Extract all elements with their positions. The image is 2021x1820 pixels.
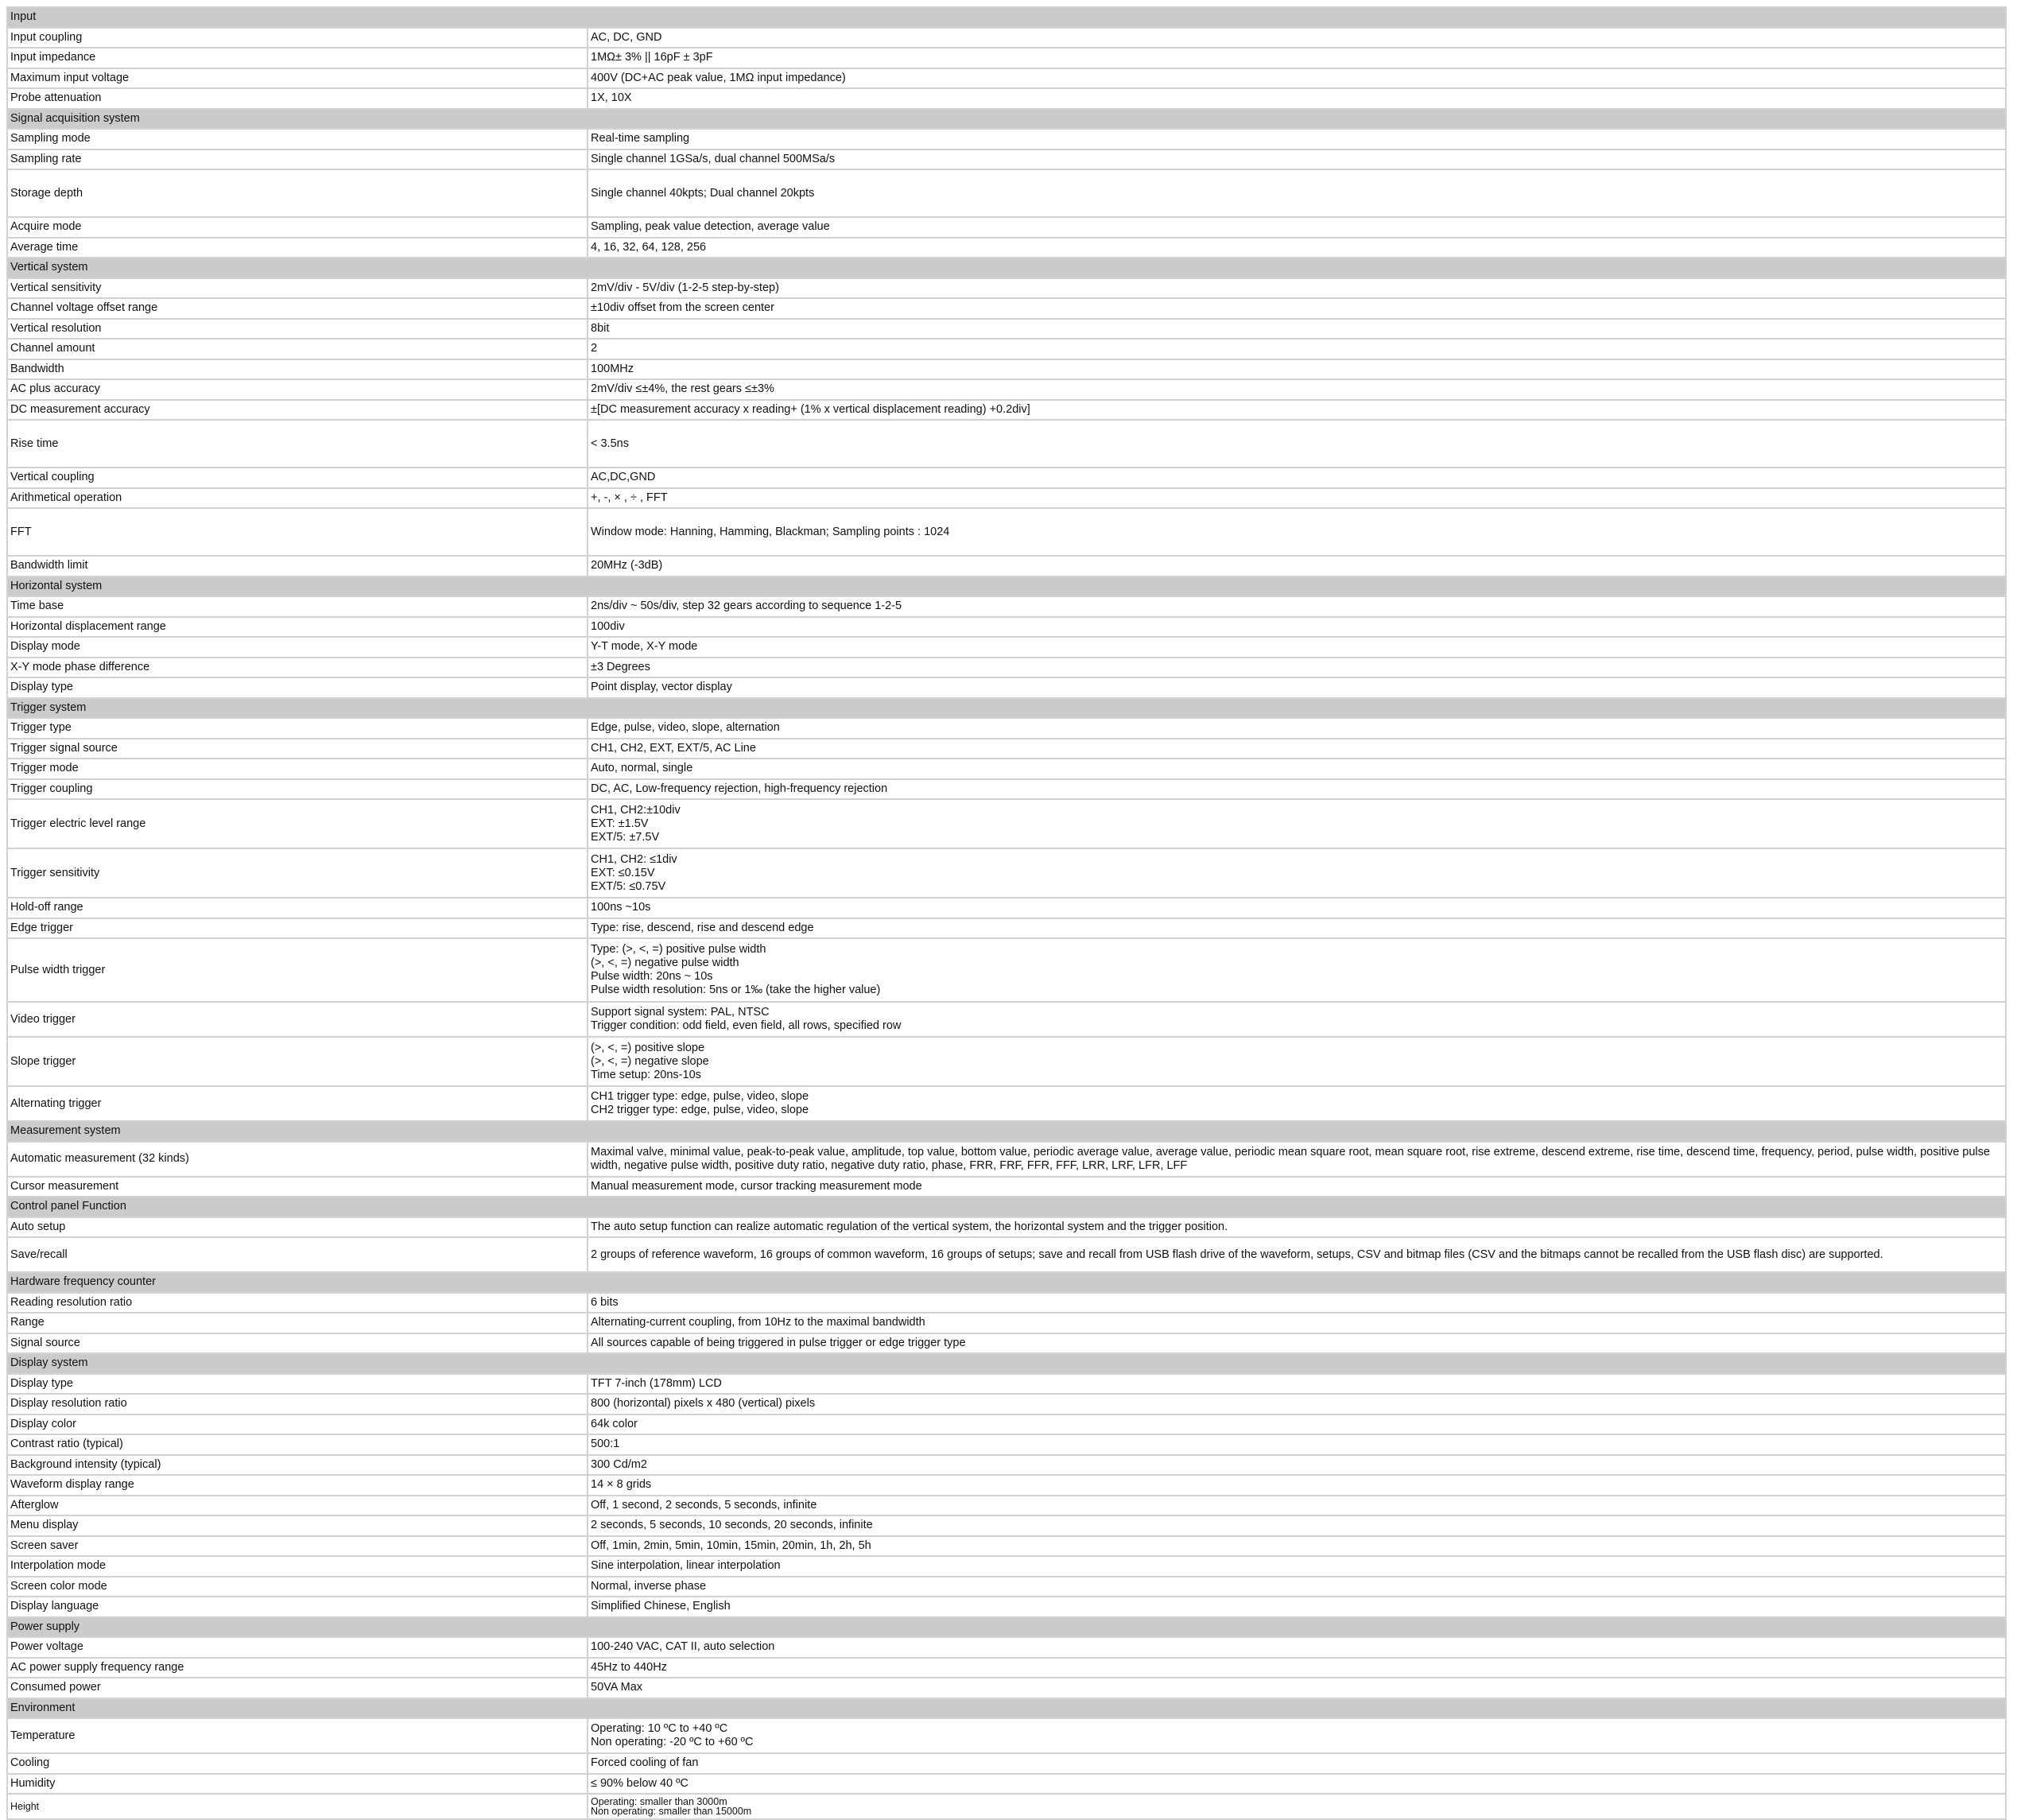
spec-value: 100MHz <box>588 359 2006 380</box>
spec-value: 100-240 VAC, CAT II, auto selection <box>588 1637 2006 1658</box>
specifications-table <box>6 6 2007 1820</box>
spec-value: +, -, × , ÷ , FFT <box>588 488 2006 509</box>
spec-label: Interpolation mode <box>7 1556 588 1577</box>
spec-value: 100ns ~10s <box>588 898 2006 918</box>
section-header-row <box>7 1121 2006 1142</box>
section-title: Vertical system <box>7 258 2006 278</box>
section-header-row <box>7 1698 2006 1719</box>
spec-value: 50VA Max <box>588 1678 2006 1698</box>
spec-value: Point display, vector display <box>588 677 2006 698</box>
spec-label: Storage depth <box>7 169 588 217</box>
spec-label: Sampling rate <box>7 149 588 170</box>
spec-value: All sources capable of being triggered in pulse trigger or edge trigger type <box>588 1333 2006 1354</box>
spec-value: 2 seconds, 5 seconds, 10 seconds, 20 seconds, infinite <box>588 1515 2006 1536</box>
section-header-row <box>7 258 2006 278</box>
spec-label: Power voltage <box>7 1637 588 1658</box>
table-row <box>7 420 2006 468</box>
table-row <box>7 68 2006 89</box>
spec-label: Range <box>7 1313 588 1333</box>
table-row <box>7 1434 2006 1455</box>
spec-label: Display type <box>7 677 588 698</box>
spec-value: Simplified Chinese, English <box>588 1597 2006 1617</box>
spec-value: 14 × 8 grids <box>588 1475 2006 1496</box>
spec-value: Single channel 1GSa/s, dual channel 500MSa/s <box>588 149 2006 170</box>
table-row <box>7 556 2006 576</box>
spec-label: Background intensity (typical) <box>7 1455 588 1476</box>
spec-label: Trigger electric level range <box>7 799 588 848</box>
spec-label: Save/recall <box>7 1237 588 1272</box>
table-row <box>7 359 2006 380</box>
table-row <box>7 1414 2006 1435</box>
spec-value: CH1 trigger type: edge, pulse, video, slope CH2 trigger type: edge, pulse, video, slope <box>588 1086 2006 1121</box>
spec-label: AC plus accuracy <box>7 379 588 400</box>
spec-label: Automatic measurement (32 kinds) <box>7 1142 588 1177</box>
spec-value: 8bit <box>588 319 2006 340</box>
spec-value: 1MΩ± 3% || 16pF ± 3pF <box>588 48 2006 68</box>
spec-value: Real-time sampling <box>588 129 2006 149</box>
table-row <box>7 718 2006 739</box>
table-row <box>7 1536 2006 1557</box>
section-title: Environment <box>7 1698 2006 1719</box>
table-row <box>7 596 2006 617</box>
spec-label: Hold-off range <box>7 898 588 918</box>
spec-value: Alternating-current coupling, from 10Hz to the maximal bandwidth <box>588 1313 2006 1333</box>
spec-value: ±3 Degrees <box>588 658 2006 678</box>
spec-label: Edge trigger <box>7 918 588 939</box>
spec-label: DC measurement accuracy <box>7 400 588 421</box>
spec-label: Average time <box>7 238 588 258</box>
section-title: Horizontal system <box>7 576 2006 597</box>
spec-label: Maximum input voltage <box>7 68 588 89</box>
spec-label: Trigger mode <box>7 759 588 779</box>
table-row <box>7 468 2006 488</box>
spec-label: Rise time <box>7 420 588 468</box>
spec-value: < 3.5ns <box>588 420 2006 468</box>
spec-label: Acquire mode <box>7 217 588 238</box>
spec-label: Screen color mode <box>7 1577 588 1597</box>
spec-value: Type: rise, descend, rise and descend edge <box>588 918 2006 939</box>
table-row <box>7 677 2006 698</box>
spec-value: CH1, CH2: ≤1div EXT: ≤0.15V EXT/5: ≤0.75V <box>588 848 2006 898</box>
spec-label: Consumed power <box>7 1678 588 1698</box>
spec-label: Reading resolution ratio <box>7 1293 588 1314</box>
table-row <box>7 1037 2006 1086</box>
spec-value: 4, 16, 32, 64, 128, 256 <box>588 238 2006 258</box>
spec-value: Operating: 10 ºC to +40 ºC Non operating: -20 ºC to +60 ºC <box>588 1718 2006 1753</box>
spec-value: Off, 1min, 2min, 5min, 10min, 15min, 20min, 1h, 2h, 5h <box>588 1536 2006 1557</box>
spec-label: Cooling <box>7 1753 588 1774</box>
spec-value: Edge, pulse, video, slope, alternation <box>588 718 2006 739</box>
spec-value: The auto setup function can realize automatic regulation of the vertical system, the horizontal system and the trigger position. <box>588 1217 2006 1238</box>
spec-label: FFT <box>7 508 588 556</box>
spec-value: CH1, CH2, EXT, EXT/5, AC Line <box>588 739 2006 759</box>
spec-label: Horizontal displacement range <box>7 617 588 638</box>
spec-value: 64k color <box>588 1414 2006 1435</box>
spec-label: Trigger signal source <box>7 739 588 759</box>
spec-value: 2ns/div ~ 50s/div, step 32 gears according to sequence 1-2-5 <box>588 596 2006 617</box>
table-row <box>7 1774 2006 1795</box>
spec-label: Trigger sensitivity <box>7 848 588 898</box>
spec-value: TFT 7-inch (178mm) LCD <box>588 1374 2006 1395</box>
spec-value: Window mode: Hanning, Hamming, Blackman; Sampling points : 1024 <box>588 508 2006 556</box>
spec-value: 6 bits <box>588 1293 2006 1314</box>
table-row <box>7 739 2006 759</box>
table-row <box>7 1678 2006 1698</box>
table-row <box>7 1753 2006 1774</box>
spec-value: Normal, inverse phase <box>588 1577 2006 1597</box>
table-row <box>7 88 2006 109</box>
spec-label: Bandwidth limit <box>7 556 588 576</box>
spec-value: Y-T mode, X-Y mode <box>588 637 2006 658</box>
table-row <box>7 488 2006 509</box>
spec-value: ±10div offset from the screen center <box>588 298 2006 319</box>
spec-value: 2mV/div - 5V/div (1-2-5 step-by-step) <box>588 278 2006 299</box>
spec-value: 300 Cd/m2 <box>588 1455 2006 1476</box>
spec-label: Auto setup <box>7 1217 588 1238</box>
spec-value: ≤ 90% below 40 ºC <box>588 1774 2006 1795</box>
spec-label: Alternating trigger <box>7 1086 588 1121</box>
spec-label: Display type <box>7 1374 588 1395</box>
table-row <box>7 938 2006 1002</box>
table-row <box>7 28 2006 49</box>
spec-label: Display mode <box>7 637 588 658</box>
spec-value: Single channel 40kpts; Dual channel 20kpts <box>588 169 2006 217</box>
table-row <box>7 1718 2006 1753</box>
table-row <box>7 169 2006 217</box>
section-header-row <box>7 1272 2006 1293</box>
table-row <box>7 918 2006 939</box>
spec-label: Video trigger <box>7 1002 588 1037</box>
table-row <box>7 637 2006 658</box>
table-row <box>7 319 2006 340</box>
section-header-row <box>7 109 2006 130</box>
section-header-row <box>7 1353 2006 1374</box>
section-header-row <box>7 1617 2006 1638</box>
specifications-table-body <box>7 7 2006 1819</box>
table-row <box>7 149 2006 170</box>
spec-label: Display language <box>7 1597 588 1617</box>
table-row <box>7 1597 2006 1617</box>
spec-label: Menu display <box>7 1515 588 1536</box>
spec-label: Height <box>7 1794 588 1819</box>
table-row <box>7 898 2006 918</box>
spec-label: Display resolution ratio <box>7 1394 588 1414</box>
table-row <box>7 1086 2006 1121</box>
table-row <box>7 658 2006 678</box>
spec-value: 45Hz to 440Hz <box>588 1658 2006 1678</box>
section-title: Trigger system <box>7 698 2006 719</box>
table-row <box>7 779 2006 800</box>
spec-value: 400V (DC+AC peak value, 1MΩ input impedance) <box>588 68 2006 89</box>
spec-value: DC, AC, Low-frequency rejection, high-frequency rejection <box>588 779 2006 800</box>
table-row <box>7 298 2006 319</box>
table-row <box>7 1142 2006 1177</box>
table-row <box>7 1394 2006 1414</box>
section-title: Control panel Function <box>7 1197 2006 1217</box>
table-row <box>7 1313 2006 1333</box>
spec-label: Screen saver <box>7 1536 588 1557</box>
section-title: Input <box>7 7 2006 28</box>
spec-label: Afterglow <box>7 1496 588 1516</box>
spec-label: Slope trigger <box>7 1037 588 1086</box>
table-row <box>7 1515 2006 1536</box>
spec-value: Operating: smaller than 3000m Non operating: smaller than 15000m <box>588 1794 2006 1819</box>
spec-value: AC,DC,GND <box>588 468 2006 488</box>
spec-label: Vertical sensitivity <box>7 278 588 299</box>
table-row <box>7 379 2006 400</box>
spec-value: Manual measurement mode, cursor tracking measurement mode <box>588 1177 2006 1197</box>
table-row <box>7 1496 2006 1516</box>
spec-label: Humidity <box>7 1774 588 1795</box>
section-header-row <box>7 7 2006 28</box>
table-row <box>7 1637 2006 1658</box>
spec-label: Arithmetical operation <box>7 488 588 509</box>
table-row <box>7 1794 2006 1819</box>
table-row <box>7 1374 2006 1395</box>
spec-label: Input coupling <box>7 28 588 49</box>
spec-label: Vertical resolution <box>7 319 588 340</box>
section-title: Measurement system <box>7 1121 2006 1142</box>
spec-label: Bandwidth <box>7 359 588 380</box>
section-header-row <box>7 576 2006 597</box>
table-row <box>7 278 2006 299</box>
spec-label: Probe attenuation <box>7 88 588 109</box>
spec-label: Channel amount <box>7 339 588 359</box>
table-row <box>7 508 2006 556</box>
spec-value: 2mV/div ≤±4%, the rest gears ≤±3% <box>588 379 2006 400</box>
spec-label: Vertical coupling <box>7 468 588 488</box>
table-row <box>7 617 2006 638</box>
table-row <box>7 1217 2006 1238</box>
spec-label: Channel voltage offset range <box>7 298 588 319</box>
spec-value: Off, 1 second, 2 seconds, 5 seconds, infinite <box>588 1496 2006 1516</box>
spec-value: (>, <, =) positive slope (>, <, =) negative slope Time setup: 20ns-10s <box>588 1037 2006 1086</box>
spec-value: Sine interpolation, linear interpolation <box>588 1556 2006 1577</box>
table-row <box>7 1177 2006 1197</box>
spec-value: ±[DC measurement accuracy x reading+ (1% x vertical displacement reading) +0.2div] <box>588 400 2006 421</box>
spec-label: Signal source <box>7 1333 588 1354</box>
spec-value: 2 <box>588 339 2006 359</box>
section-title: Power supply <box>7 1617 2006 1638</box>
spec-label: Time base <box>7 596 588 617</box>
table-row <box>7 1002 2006 1037</box>
spec-value: AC, DC, GND <box>588 28 2006 49</box>
section-title: Hardware frequency counter <box>7 1272 2006 1293</box>
spec-value: CH1, CH2:±10div EXT: ±1.5V EXT/5: ±7.5V <box>588 799 2006 848</box>
table-row <box>7 1455 2006 1476</box>
spec-value: 2 groups of reference waveform, 16 groups of common waveform, 16 groups of setups; save and recall from USB flash drive of the waveform, setups, CSV and bitmap files (CSV and the bitmaps cannot be recalled from the USB flash disc) are supported. <box>588 1237 2006 1272</box>
spec-value: Forced cooling of fan <box>588 1753 2006 1774</box>
table-row <box>7 759 2006 779</box>
table-row <box>7 1333 2006 1354</box>
table-row <box>7 1475 2006 1496</box>
table-row <box>7 1237 2006 1272</box>
spec-value: Support signal system: PAL, NTSC Trigger condition: odd field, even field, all rows, specified row <box>588 1002 2006 1037</box>
table-row <box>7 217 2006 238</box>
spec-value: 100div <box>588 617 2006 638</box>
table-row <box>7 339 2006 359</box>
table-row <box>7 1556 2006 1577</box>
spec-label: Temperature <box>7 1718 588 1753</box>
spec-value: Maximal valve, minimal value, peak-to-peak value, amplitude, top value, bottom value, periodic average value, average value, periodic mean square root, mean square root, rise extreme, descend extreme, rise time, descend time, frequency, period, pulse width, positive pulse width, negative pulse width, positive duty ratio, negative duty ratio, phase, FRR, FRF, FFR, FFF, LRR, LRF, LFR, LFF <box>588 1142 2006 1177</box>
table-row <box>7 848 2006 898</box>
spec-label: Waveform display range <box>7 1475 588 1496</box>
section-header-row <box>7 698 2006 719</box>
table-row <box>7 1658 2006 1678</box>
spec-label: Cursor measurement <box>7 1177 588 1197</box>
table-row <box>7 1293 2006 1314</box>
spec-value: 500:1 <box>588 1434 2006 1455</box>
spec-label: Contrast ratio (typical) <box>7 1434 588 1455</box>
spec-label: Trigger coupling <box>7 779 588 800</box>
spec-value: 1X, 10X <box>588 88 2006 109</box>
spec-label: AC power supply frequency range <box>7 1658 588 1678</box>
spec-label: Trigger type <box>7 718 588 739</box>
spec-value: Sampling, peak value detection, average value <box>588 217 2006 238</box>
table-row <box>7 1577 2006 1597</box>
table-row <box>7 799 2006 848</box>
section-title: Display system <box>7 1353 2006 1374</box>
spec-value: Type: (>, <, =) positive pulse width (>, <, =) negative pulse width Pulse width: 20ns ~ 10s Pulse width resolution: 5ns or 1‰ (take the higher value) <box>588 938 2006 1002</box>
spec-value: 800 (horizontal) pixels x 480 (vertical) pixels <box>588 1394 2006 1414</box>
spec-value: 20MHz (-3dB) <box>588 556 2006 576</box>
table-row <box>7 48 2006 68</box>
spec-label: X-Y mode phase difference <box>7 658 588 678</box>
table-row <box>7 129 2006 149</box>
spec-label: Sampling mode <box>7 129 588 149</box>
spec-label: Input impedance <box>7 48 588 68</box>
spec-label: Display color <box>7 1414 588 1435</box>
section-title: Signal acquisition system <box>7 109 2006 130</box>
spec-value: Auto, normal, single <box>588 759 2006 779</box>
section-header-row <box>7 1197 2006 1217</box>
table-row <box>7 238 2006 258</box>
table-row <box>7 400 2006 421</box>
spec-label: Pulse width trigger <box>7 938 588 1002</box>
